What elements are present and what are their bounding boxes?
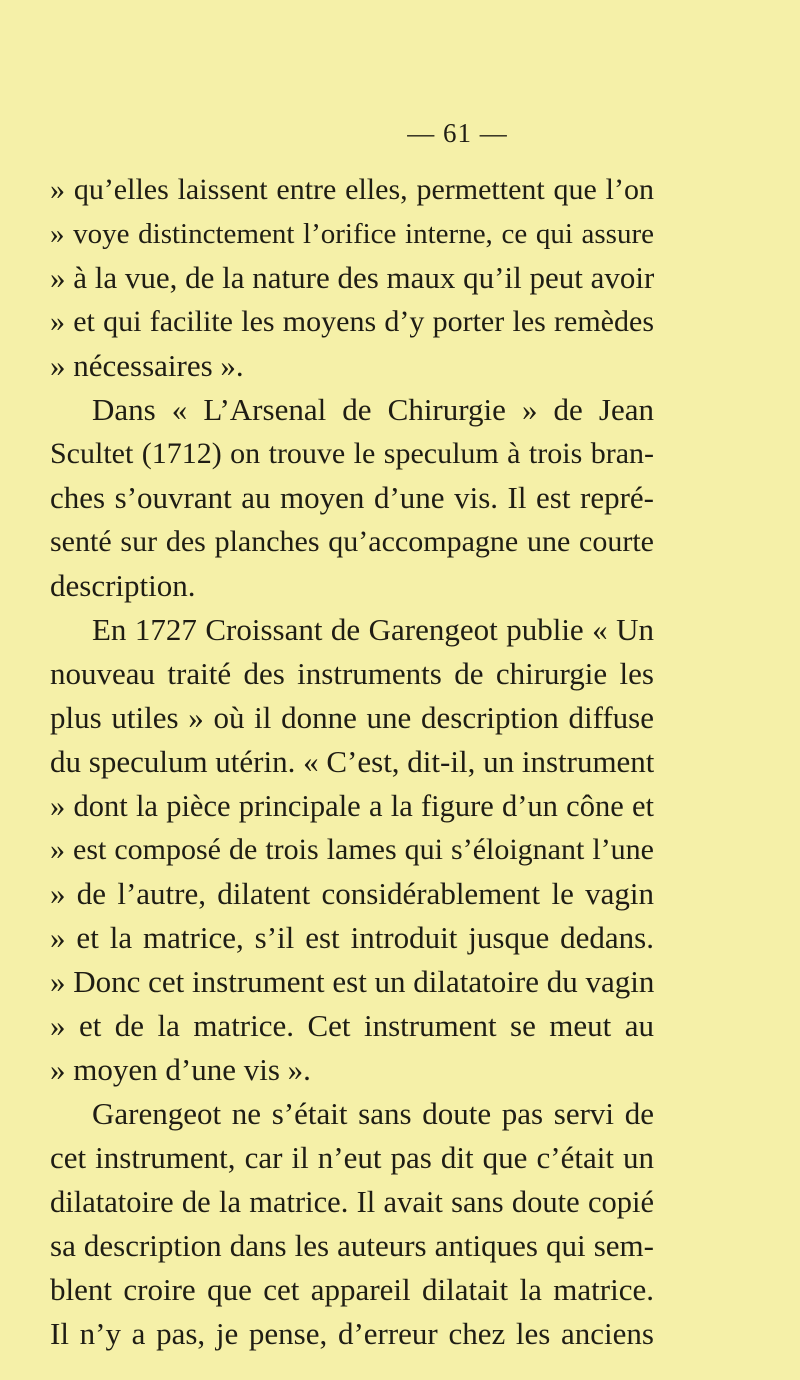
text-line: Scultet (1712) on trouve le speculum à trois bran- bbox=[50, 437, 654, 470]
text-line: Dans « L’Arsenal de Chirurgie » de Jean bbox=[92, 392, 654, 427]
page-number: — 61 — bbox=[407, 118, 508, 148]
body-text bbox=[50, 168, 654, 1356]
text-line: sa description dans les auteurs antiques qui sem- bbox=[50, 1228, 654, 1263]
text-line: senté sur des planches qu’accompagne une courte bbox=[50, 525, 654, 558]
text-line: » Donc cet instrument est un dilatatoire du vagin bbox=[50, 964, 654, 999]
text-line: plus utiles » où il donne une description diffuse bbox=[50, 700, 654, 735]
text-line: » est composé de trois lames qui s’éloignant l’une bbox=[50, 833, 654, 866]
text-line: ches s’ouvrant au moyen d’une vis. Il est repré- bbox=[50, 480, 654, 515]
text-line: » qu’elles laissent entre elles, permettent que l’on bbox=[50, 173, 654, 206]
text-line: » moyen d’une vis ». bbox=[50, 1052, 311, 1087]
text-line: cet instrument, car il n’eut pas dit que c’était un bbox=[50, 1140, 654, 1175]
text-line: Garengeot ne s’était sans doute pas servi de bbox=[92, 1096, 654, 1131]
text-line: » voye distinctement l’orifice interne, ce qui assure bbox=[50, 218, 654, 250]
text-line: » et qui facilite les moyens d’y porter les remèdes bbox=[50, 305, 654, 338]
text-line: du speculum utérin. « C’est, dit-il, un instrument bbox=[50, 744, 654, 779]
text-line: » nécessaires ». bbox=[50, 348, 244, 383]
text-line: En 1727 Croissant de Garengeot publie « Un bbox=[92, 612, 654, 647]
text-line: » de l’autre, dilatent considérablement le vagin bbox=[50, 876, 654, 911]
text-line: » dont la pièce principale a la figure d’un cône et bbox=[50, 789, 654, 823]
text-line: dilatatoire de la matrice. Il avait sans doute copié bbox=[50, 1185, 654, 1219]
text-line: nouveau traité des instruments de chirurgie les bbox=[50, 656, 654, 691]
text-line: description. bbox=[50, 568, 196, 603]
text-line: » et de la matrice. Cet instrument se meut au bbox=[50, 1008, 654, 1043]
text-line: » à la vue, de la nature des maux qu’il peut avoir bbox=[50, 260, 654, 295]
text-line: » et la matrice, s’il est introduit jusque dedans. bbox=[50, 920, 654, 955]
text-line: blent croire que cet appareil dilatait la matrice. bbox=[50, 1272, 654, 1307]
text-line: Il n’y a pas, je pense, d’erreur chez les anciens bbox=[50, 1316, 654, 1351]
